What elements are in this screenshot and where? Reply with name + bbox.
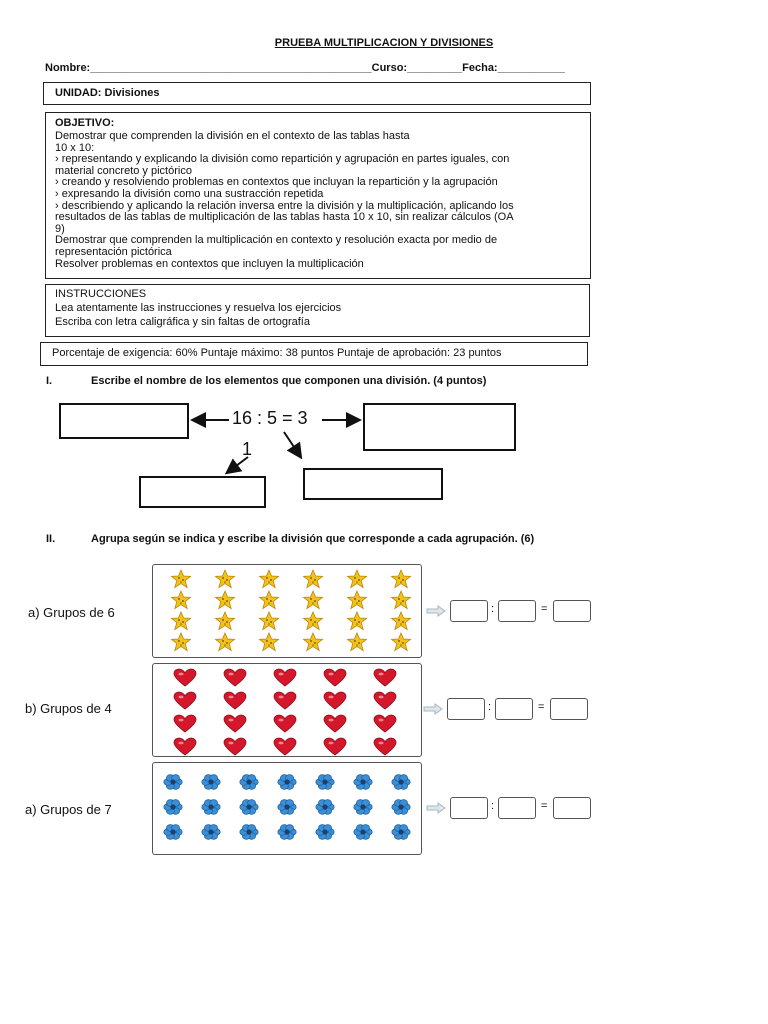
divisor-input[interactable]: [498, 600, 536, 622]
flower-icon: [389, 797, 413, 817]
star-icon: [257, 611, 281, 631]
instructions-line: Escriba con letra caligráfica y sin faltas de ortografía: [55, 316, 310, 328]
heart-icon: [323, 737, 347, 757]
heart-icon: [173, 668, 197, 688]
instructions-line: Lea atentamente las instrucciones y resuelva los ejercicios: [55, 302, 342, 314]
heart-icon: [373, 691, 397, 711]
answer-row-flowers: [426, 797, 596, 819]
arrow-to-remainder: [228, 457, 248, 472]
heart-icon: [273, 691, 297, 711]
objective-line: Demostrar que comprenden la división en el contexto de las tablas hasta: [55, 130, 410, 142]
flower-icon: [237, 797, 261, 817]
heart-icon: [273, 714, 297, 734]
hearts-panel: [152, 663, 422, 757]
flower-icon: [275, 822, 299, 842]
heart-icon: [173, 737, 197, 757]
flower-icon: [275, 797, 299, 817]
star-icon: [301, 632, 325, 652]
heart-icon: [173, 714, 197, 734]
quotient-input[interactable]: [553, 797, 591, 819]
star-icon: [389, 590, 413, 610]
star-icon: [257, 632, 281, 652]
star-icon: [169, 590, 193, 610]
objective-line: › describiendo y aplicando la relación inversa entre la división y la multiplicación, aplicando los: [55, 199, 514, 212]
flower-icon: [237, 822, 261, 842]
flower-icon: [313, 822, 337, 842]
heart-icon: [373, 668, 397, 688]
objective-title: OBJETIVO:: [55, 117, 115, 129]
star-icon: [301, 611, 325, 631]
flower-icon: [199, 797, 223, 817]
divisor-input[interactable]: [495, 698, 533, 720]
star-icon: [213, 569, 237, 589]
objective-line: material concreto y pictórico: [55, 164, 192, 177]
dividend-input[interactable]: [450, 797, 488, 819]
division-sign: :: [488, 701, 492, 713]
objective-line: 9): [55, 222, 65, 235]
star-icon: [389, 632, 413, 652]
star-icon: [213, 611, 237, 631]
star-icon: [169, 569, 193, 589]
heart-icon: [323, 668, 347, 688]
equals-sign: =: [538, 701, 545, 713]
arrow-to-divisor: [284, 432, 300, 456]
flower-icon: [313, 797, 337, 817]
dividend-input[interactable]: [450, 600, 488, 622]
heart-icon: [173, 691, 197, 711]
star-icon: [257, 569, 281, 589]
objective-line: › expresando la división como una sustracción repetida: [55, 187, 324, 200]
star-icon: [301, 590, 325, 610]
heart-icon: [323, 714, 347, 734]
heart-icon: [273, 668, 297, 688]
objective-line: Demostrar que comprenden la multiplicación en contexto y resolución exacta por medio de: [55, 234, 498, 247]
group-label-stars: a) Grupos de 6: [28, 605, 115, 620]
group-label-flowers: a) Grupos de 7: [25, 802, 112, 817]
heart-icon: [223, 737, 247, 757]
objective-line: › representando y explicando la división como repartición y agrupación en partes iguales, con: [55, 153, 510, 166]
flower-icon: [351, 797, 375, 817]
flower-icon: [351, 822, 375, 842]
flower-icon: [389, 822, 413, 842]
arrow-right-icon: [426, 802, 446, 814]
equals-sign: =: [541, 603, 548, 615]
objective-line: › creando y resolviendo problemas en contextos que incluyan la repartición y la agrupación: [55, 176, 498, 189]
flower-icon: [275, 772, 299, 792]
quotient-input[interactable]: [553, 600, 591, 622]
objective-line: Resolver problemas en contextos que incluyen la multiplicación: [55, 257, 364, 270]
star-icon: [213, 632, 237, 652]
section-1-instruction: Escribe el nombre de los elementos que componen una división. (4 puntos): [91, 375, 487, 387]
star-icon: [389, 611, 413, 631]
objective-line: 10 x 10:: [55, 141, 95, 154]
page-title: PRUEBA MULTIPLICACION Y DIVISIONES: [274, 37, 494, 49]
star-icon: [169, 632, 193, 652]
section-1-number: I.: [46, 375, 53, 387]
division-remainder: 1: [242, 439, 253, 459]
flowers-panel: [152, 762, 422, 855]
flower-icon: [351, 772, 375, 792]
student-info-line[interactable]: Nombre:______________________________________________Curso:_________Fecha:___________: [45, 62, 565, 74]
section-2-number: II.: [46, 533, 56, 545]
star-icon: [345, 590, 369, 610]
heart-icon: [223, 714, 247, 734]
star-icon: [345, 632, 369, 652]
flower-icon: [161, 772, 185, 792]
heart-icon: [223, 691, 247, 711]
division-sign: :: [491, 603, 495, 615]
heart-icon: [373, 737, 397, 757]
dividend-input[interactable]: [447, 698, 485, 720]
unit-label: UNIDAD: Divisiones: [55, 87, 160, 99]
objective-line: representación pictórica: [55, 245, 172, 258]
flower-icon: [161, 797, 185, 817]
section-2-instruction: Agrupa según se indica y escribe la división que corresponde a cada agrupación. (6): [91, 533, 535, 545]
arrow-right-icon: [426, 605, 446, 617]
flower-icon: [237, 772, 261, 792]
star-icon: [389, 569, 413, 589]
divisor-input[interactable]: [498, 797, 536, 819]
flower-icon: [199, 822, 223, 842]
star-icon: [213, 590, 237, 610]
division-sign: :: [491, 800, 495, 812]
objective-line: resultados de las tablas de multiplicación de las tablas hasta 10 x 10, sin realizar cálculos (OA: [55, 211, 514, 224]
star-icon: [257, 590, 281, 610]
equals-sign: =: [541, 800, 548, 812]
flower-icon: [161, 822, 185, 842]
score-info-text: Porcentaje de exigencia: 60% Puntaje máximo: 38 puntos Puntaje de aprobación: 23 puntos: [52, 347, 502, 359]
star-icon: [301, 569, 325, 589]
heart-icon: [223, 668, 247, 688]
star-icon: [345, 611, 369, 631]
stars-panel: [152, 564, 422, 658]
star-icon: [169, 611, 193, 631]
quotient-input[interactable]: [550, 698, 588, 720]
heart-icon: [373, 714, 397, 734]
answer-row-hearts: [423, 698, 593, 720]
arrow-right-icon: [423, 703, 443, 715]
flower-icon: [389, 772, 413, 792]
division-equation: 16 : 5 = 3: [232, 408, 308, 428]
flower-icon: [313, 772, 337, 792]
group-label-hearts: b) Grupos de 4: [25, 701, 112, 716]
answer-row-stars: [426, 600, 596, 622]
instructions-title: INSTRUCCIONES: [55, 288, 147, 300]
heart-icon: [323, 691, 347, 711]
heart-icon: [273, 737, 297, 757]
star-icon: [345, 569, 369, 589]
flower-icon: [199, 772, 223, 792]
